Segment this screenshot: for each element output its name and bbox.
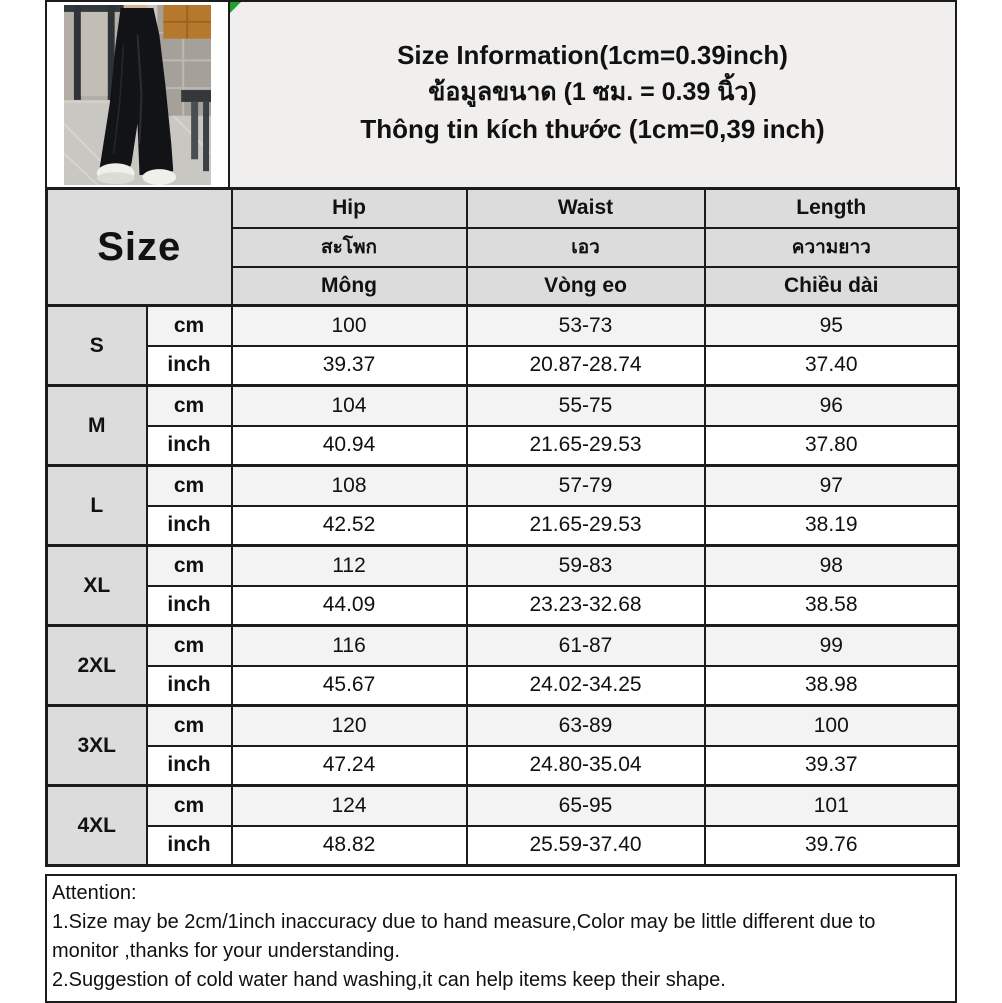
title-vietnamese: Thông tin kích thước (1cm=0,39 inch) [360,114,825,144]
size-label: S [47,306,147,386]
unit-inch-cell: inch [147,666,232,706]
unit-cm-cell: cm [147,546,232,586]
size-label: M [47,386,147,466]
table-row-inch [47,346,959,386]
hip-cm-value: 124 [232,786,467,826]
length-inch-value: 38.19 [705,506,959,546]
waist-cm-value: 63-89 [467,706,705,746]
waist-inch-value: 21.65-29.53 [467,506,705,546]
column-header-hip-vietnamese: Mông [232,267,467,306]
attention-heading: Attention: [52,882,137,904]
unit-cm-cell: cm [147,706,232,746]
hip-inch-value: 42.52 [232,506,467,546]
hip-cm-value: 108 [232,466,467,506]
length-cm-value: 100 [705,706,959,746]
size-chart-sheet [45,0,957,1003]
title-thai: ข้อมูลขนาด (1 ซม. = 0.39 นิ้ว) [428,78,757,106]
unit-inch-cell: inch [147,826,232,866]
table-row-cm [47,466,959,506]
length-cm-value: 95 [705,306,959,346]
title-english: Size Information(1cm=0.39inch) [397,40,788,70]
hip-cm-value: 120 [232,706,467,746]
waist-cm-value: 61-87 [467,626,705,666]
waist-cm-value: 53-73 [467,306,705,346]
waist-cm-value: 57-79 [467,466,705,506]
table-row-inch [47,666,959,706]
unit-inch-cell: inch [147,426,232,466]
hip-inch-value: 44.09 [232,586,467,626]
hip-inch-value: 39.37 [232,346,467,386]
waist-inch-value: 24.80-35.04 [467,746,705,786]
unit-cm-cell: cm [147,466,232,506]
length-cm-value: 99 [705,626,959,666]
length-inch-value: 38.98 [705,666,959,706]
length-inch-value: 39.37 [705,746,959,786]
attention-line-2: 2.Suggestion of cold water hand washing,it can help items keep their shape. [52,969,726,991]
waist-inch-value: 24.02-34.25 [467,666,705,706]
unit-cm-cell: cm [147,626,232,666]
column-header-waist-vietnamese: Vòng eo [467,267,705,306]
table-row-inch [47,746,959,786]
top-section [45,0,957,187]
hip-cm-value: 112 [232,546,467,586]
table-row-inch [47,826,959,866]
waist-cm-value: 55-75 [467,386,705,426]
table-row-cm [47,546,959,586]
waist-cm-value: 59-83 [467,546,705,586]
corner-marker-icon [230,2,241,13]
unit-inch-cell: inch [147,746,232,786]
table-row-cm [47,386,959,426]
attention-line-1: 1.Size may be 2cm/1inch inaccuracy due to hand measure,Color may be little different due to monitor ,thanks for your understanding. [52,911,876,962]
hip-inch-value: 48.82 [232,826,467,866]
hip-cm-value: 104 [232,386,467,426]
unit-cm-cell: cm [147,786,232,826]
hip-cm-value: 100 [232,306,467,346]
size-label: 4XL [47,786,147,866]
table-row-cm [47,306,959,346]
size-header-cell: Size [47,189,232,306]
unit-inch-cell: inch [147,346,232,386]
size-label: 2XL [47,626,147,706]
table-row-cm [47,626,959,666]
size-table-header [47,189,959,306]
length-inch-value: 37.80 [705,426,959,466]
length-inch-value: 38.58 [705,586,959,626]
length-inch-value: 39.76 [705,826,959,866]
pants-photo-illustration [64,5,211,185]
waist-inch-value: 20.87-28.74 [467,346,705,386]
column-header-length-thai: ความยาว [705,228,959,267]
column-header-length-vietnamese: Chiều dài [705,267,959,306]
unit-inch-cell: inch [147,506,232,546]
length-cm-value: 98 [705,546,959,586]
title-cell [230,2,955,187]
hip-inch-value: 40.94 [232,426,467,466]
waist-cm-value: 65-95 [467,786,705,826]
header-row-english [47,189,959,228]
column-header-hip-thai: สะโพก [232,228,467,267]
length-cm-value: 101 [705,786,959,826]
waist-inch-value: 23.23-32.68 [467,586,705,626]
column-header-waist-thai: เอว [467,228,705,267]
unit-inch-cell: inch [147,586,232,626]
size-label: XL [47,546,147,626]
table-row-inch [47,506,959,546]
table-row-inch [47,426,959,466]
hip-inch-value: 45.67 [232,666,467,706]
column-header-hip: Hip [232,189,467,228]
waist-inch-value: 25.59-37.40 [467,826,705,866]
waist-inch-value: 21.65-29.53 [467,426,705,466]
size-label: 3XL [47,706,147,786]
length-cm-value: 97 [705,466,959,506]
unit-cm-cell: cm [147,386,232,426]
length-cm-value: 96 [705,386,959,426]
hip-inch-value: 47.24 [232,746,467,786]
table-row-cm [47,706,959,746]
table-row-cm [47,786,959,826]
attention-note [45,874,957,1003]
size-table-body [47,306,959,866]
hip-cm-value: 116 [232,626,467,666]
unit-cm-cell: cm [147,306,232,346]
column-header-waist: Waist [467,189,705,228]
product-photo-cell [47,2,230,187]
product-photo [64,5,211,185]
length-inch-value: 37.40 [705,346,959,386]
table-row-inch [47,586,959,626]
size-table [45,187,960,867]
column-header-length: Length [705,189,959,228]
size-label: L [47,466,147,546]
